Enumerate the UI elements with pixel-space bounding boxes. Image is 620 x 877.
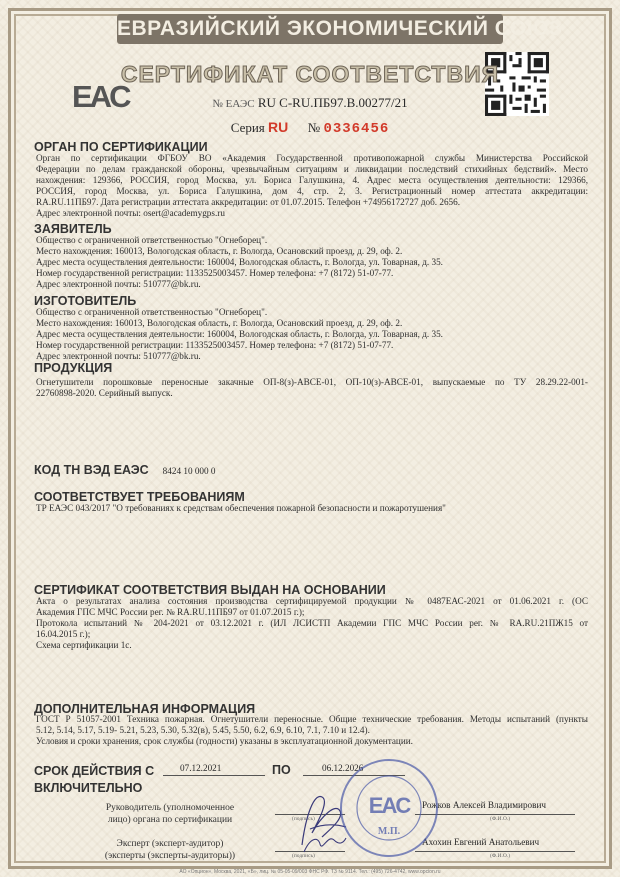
basis-line: Академия ГПС МЧС России рег. № RA.RU.11ПБ97 от 01.07.2015 г.); — [36, 607, 305, 617]
validity-label — [34, 763, 154, 797]
organ-line: RA.RU.11ПБ97. Дата регистрации аттестата аккредитации: от 01.07.2015. Телефон +74956172727 доб. 2656. — [36, 197, 461, 207]
expert-fio-caption: (Ф.И.О.) — [490, 853, 511, 859]
tn-ved-label: КОД ТН ВЭД ЕАЭС — [34, 463, 149, 477]
manufacturer-line: Общество с ограниченной ответственностью "Огнеборец". — [36, 307, 268, 317]
organ-line: Адрес электронной почты: osert@academygps.ru — [36, 208, 225, 218]
organ-line: Орган по сертификации ФГБОУ ВО «Академия Государственной противопожарной службы Министерства Российской — [36, 153, 588, 163]
certificate-title: СЕРТИФИКАТ СООТВЕТСТВИЯ — [120, 61, 500, 87]
additional-line: ГОСТ Р 51057-2001 Техника пожарная. Огнетушители переносные. Общие технические требования. Методы испытаний (пункты — [36, 714, 588, 724]
certificate-number — [0, 95, 620, 111]
series-number: 0336456 — [323, 121, 390, 137]
basis-line: Протокола испытаний № 204-2021 от 03.12.2021 г. (ИЛ ЛСИСТП Академии ГПС МЧС России рег. № RA.RU.21ПЖ15 от — [36, 618, 588, 628]
basis-line: Схема сертификации 1с. — [36, 640, 132, 650]
additional-line: Условия и сроки хранения, срок службы (годности) указаны в эксплуатационной документации. — [36, 736, 413, 746]
expert-role-line1: Эксперт (эксперт-аудитор) — [116, 839, 224, 849]
requirements-line: ТР ЕАЭС 043/2017 "О требованиях к средствам обеспечения пожарной безопасности и пожаротушения" — [36, 503, 446, 513]
organ-line: Федерации по делам гражданской обороны, чрезвычайным ситуациям и ликвидации последствий стихийных бедствий». Место — [36, 164, 588, 174]
organ-line: нахождения: 129366, РОССИЯ, город Москва, ул. Бориса Галушкина, 4. Адрес места осуществления деятельности: 129366, — [36, 175, 588, 185]
series-line — [0, 119, 620, 137]
tn-ved-value: 8424 10 000 0 — [162, 466, 216, 476]
basis-heading: СЕРТИФИКАТ СООТВЕТСТВИЯ ВЫДАН НА ОСНОВАНИИ — [34, 583, 386, 597]
basis-line: Акта о результатах анализа состояния производства сертифицируемой продукции № 0487ЕАС-2021 от 01.06.2021 г. (ОС — [36, 596, 588, 606]
organ-line: РОССИЯ, город Москва, ул. Бориса Галушкина, дом 4, стр. 2, 3. Регистрационный номер аттестата аккредитации: — [36, 186, 588, 196]
head-name: Рожков Алексей Владимирович — [422, 800, 547, 810]
head-role-line1: Руководитель (уполномоченное — [105, 803, 235, 813]
additional-heading: ДОПОЛНИТЕЛЬНАЯ ИНФОРМАЦИЯ — [34, 702, 256, 716]
manufacturer-line: Адрес места осуществления деятельности: 160004, Вологодская область, г. Вологда, ул. Товарная, д. 35. — [36, 329, 443, 339]
applicant-line: Адрес места осуществления деятельности: 160004, Вологодская область, г. Вологда, ул. Товарная, д. 35. — [36, 257, 443, 267]
eac-logo: EAC — [72, 79, 129, 114]
manufacturer-line: Место нахождения: 160013, Вологодская область, г. Вологда, Осановский проезд, д. 29, оф. 2. — [36, 318, 403, 328]
requirements-text — [36, 503, 588, 514]
basis-line: 16.04.2015 г.); — [36, 629, 91, 639]
expert-sign-caption: (подпись) — [292, 853, 315, 859]
stamp-mp: М.П. — [377, 826, 401, 837]
certification-stamp — [337, 756, 441, 860]
validity-label-line1: СРОК ДЕЙСТВИЯ С — [34, 764, 155, 778]
union-title: ЕВРАЗИЙСКИЙ ЭКОНОМИЧЕСКИЙ СОЮЗ — [117, 14, 503, 44]
validity-to-label: ПО — [272, 763, 291, 777]
requirements-heading: СООТВЕТСТВУЕТ ТРЕБОВАНИЯМ — [34, 490, 245, 504]
validity-from-line — [163, 775, 265, 776]
number-label: № ЕАЭС — [212, 98, 255, 110]
product-line: 22760898-2020. Серийный выпуск. — [36, 388, 173, 398]
manufacturer-heading: ИЗГОТОВИТЕЛЬ — [34, 294, 137, 308]
series-number-label: № — [307, 120, 321, 135]
applicant-line: Адрес электронной почты: 510777@bk.ru. — [36, 279, 201, 289]
expert-role-line2: (эксперты (эксперты-аудиторы)) — [104, 851, 236, 861]
tn-ved-code — [34, 461, 216, 479]
additional-text — [36, 714, 588, 747]
head-role — [90, 802, 250, 826]
applicant-line: Место нахождения: 160013, Вологодская область, г. Вологда, Осановский проезд, д. 29, оф. 2. — [36, 246, 403, 256]
manufacturer-line: Адрес электронной почты: 510777@bk.ru. — [36, 351, 201, 361]
head-role-line2: лицо) органа по сертификации — [107, 815, 233, 825]
expert-name: Ахохин Евгений Анатольевич — [422, 837, 540, 847]
applicant-line: Номер государственной регистрации: 1133525003457. Номер телефона: +7 (8172) 51-07-77. — [36, 268, 394, 278]
product-text — [36, 377, 588, 399]
validity-to: 06.12.2026 — [322, 763, 364, 773]
expert-role — [90, 838, 250, 862]
applicant-heading: ЗАЯВИТЕЛЬ — [34, 222, 112, 236]
applicant-text — [36, 235, 588, 290]
product-heading: ПРОДУКЦИЯ — [34, 361, 113, 375]
head-sign-caption: (подпись) — [292, 816, 315, 822]
validity-label-line2: ВКЛЮЧИТЕЛЬНО — [34, 781, 143, 795]
head-fio-caption: (Ф.И.О.) — [490, 816, 511, 822]
product-line: Огнетушители порошковые переносные закачные ОП-8(з)-АВСЕ-01, ОП-10(з)-АВСЕ-01, выпускаемые по ТУ 28.29.22-001- — [36, 377, 588, 387]
additional-line: 5.12, 5.14, 5.17, 5.19- 5.21, 5.23, 5.30, 5.32(в), 5.45, 5.50, 6.2, 6.9, 6.10, 7.1, 7.10 и 12.4). — [36, 725, 370, 735]
printer-footer: АО «Опцион», Москва, 2021, «Б», лиц. № 05-05-09/003 ФНС РФ. ТЗ № 9114. Тел.: (495) 726-4742, www.opcion.ru — [179, 869, 441, 875]
manufacturer-line: Номер государственной регистрации: 1133525003457. Номер телефона: +7 (8172) 51-07-77. — [36, 340, 394, 350]
number-value: RU С-RU.ПБ97.В.00277/21 — [257, 95, 408, 110]
stamp-logo: EAC — [368, 793, 410, 818]
organ-text — [36, 153, 588, 219]
manufacturer-text — [36, 307, 588, 362]
series-code: RU — [268, 119, 289, 135]
basis-text — [36, 596, 588, 651]
applicant-line: Общество с ограниченной ответственностью "Огнеборец". — [36, 235, 268, 245]
validity-from: 07.12.2021 — [180, 763, 222, 773]
organ-heading: ОРГАН ПО СЕРТИФИКАЦИИ — [34, 140, 208, 154]
series-label: Серия — [230, 120, 265, 135]
